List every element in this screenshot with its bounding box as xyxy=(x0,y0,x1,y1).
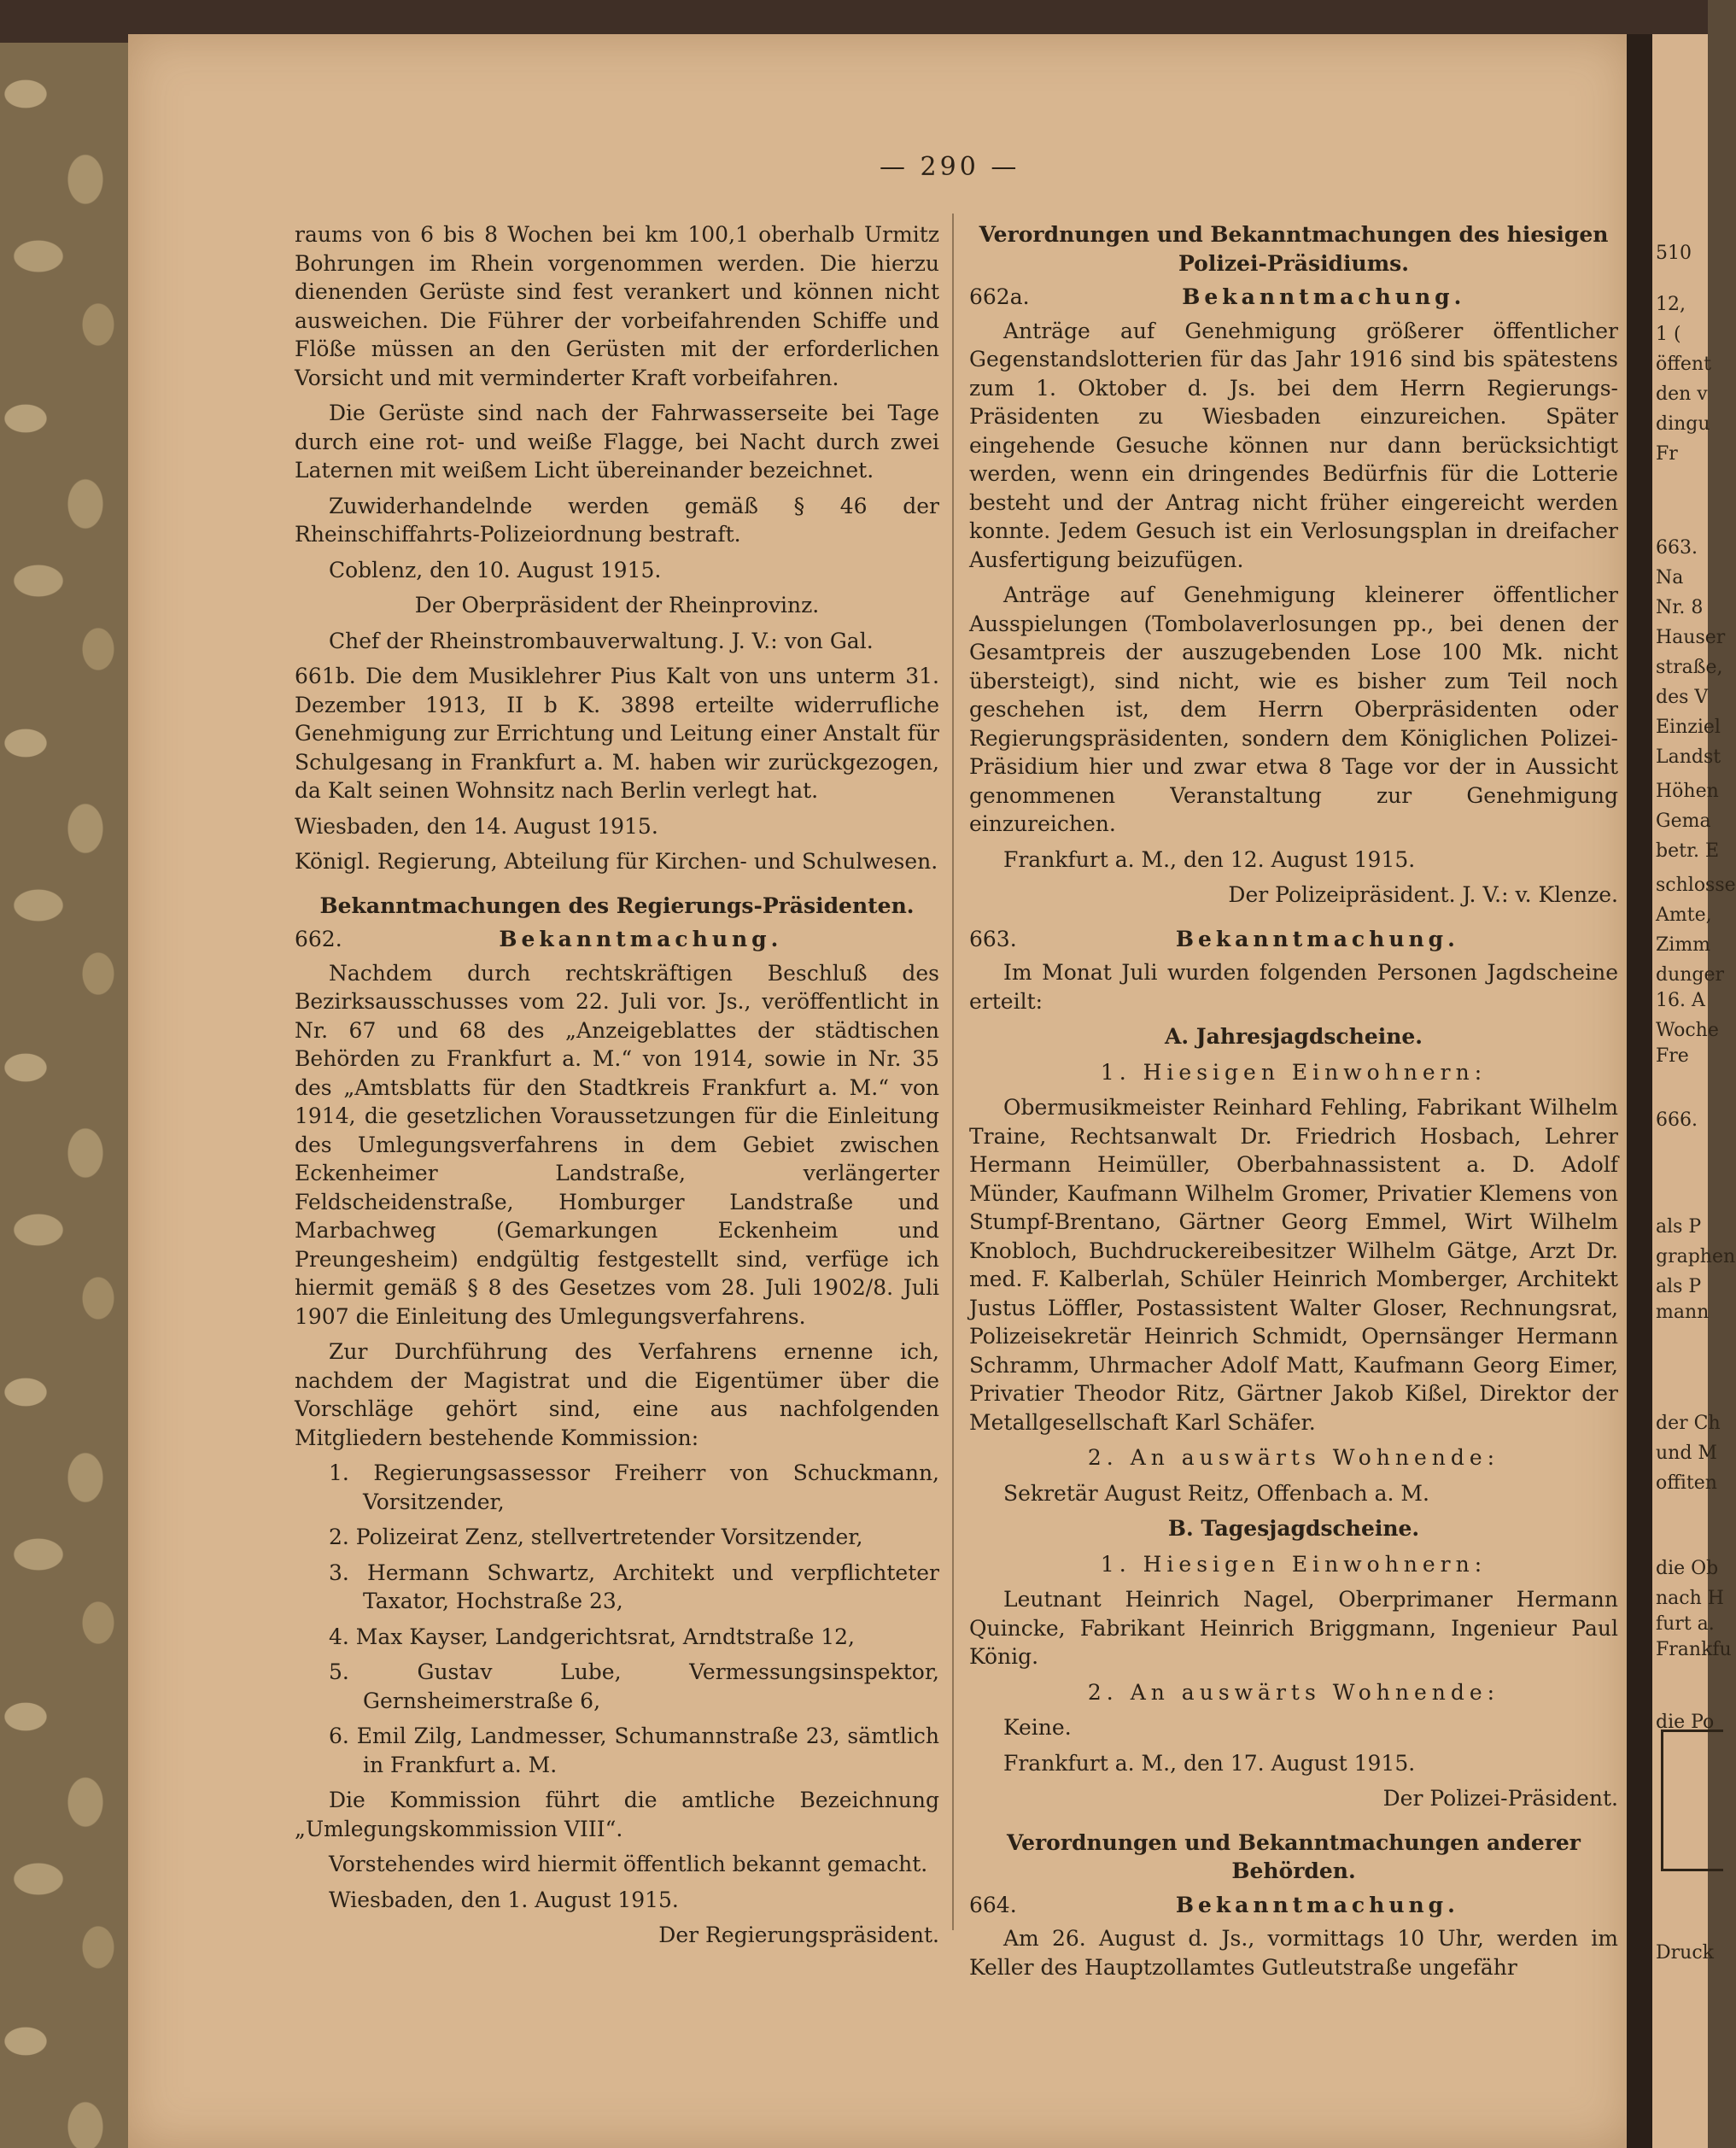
next-page-fragment: die Ob xyxy=(1656,1558,1719,1579)
next-page-fragment: 16. A xyxy=(1656,990,1705,1011)
next-page-fragment: Fr xyxy=(1656,443,1678,465)
list-item: 4. Max Kayser, Landgerichtsrat, Arndtstraße 12, xyxy=(329,1624,855,1649)
paragraph: Vorstehendes wird hiermit öffentlich bekannt gemacht. xyxy=(329,1852,928,1876)
paragraph: Sekretär August Reitz, Offenbach a. M. xyxy=(1003,1480,1429,1506)
signature: Der Regierungspräsident. xyxy=(658,1923,939,1947)
notice-title: Bekanntmachung. xyxy=(1175,926,1459,951)
notice-title: Bekanntmachung. xyxy=(499,927,783,951)
next-page-fragment: 666. xyxy=(1656,1109,1698,1131)
date-line: Frankfurt a. M., den 12. August 1915. xyxy=(1003,846,1416,872)
next-page-fragment: Gema xyxy=(1656,811,1711,832)
name-list: Leutnant Heinrich Nagel, Oberprimaner Hermann Quincke, Fabrikant Heinrich Briggmann, Ingenieur Paul König. xyxy=(969,1587,1618,1669)
next-page-fragment: Nr. 8 xyxy=(1656,597,1704,618)
next-page-fragment: als P xyxy=(1656,1276,1702,1297)
notice-number: 662a. xyxy=(969,284,1030,309)
notice-number: 663. xyxy=(969,926,1017,951)
list-item: 3. Hermann Schwartz, Architekt und verpflichteter Taxator, Hochstraße 23, xyxy=(329,1560,939,1613)
next-page-fragment: die Po xyxy=(1656,1712,1715,1733)
next-page-fragment: Frankfu xyxy=(1656,1639,1732,1660)
next-page-fragment: Woche xyxy=(1656,1020,1719,1041)
date-line: Wiesbaden, den 1. August 1915. xyxy=(329,1887,679,1912)
subheading: A. Jahresjagdscheine. xyxy=(1164,1024,1423,1049)
next-page-fragment: straße, xyxy=(1656,657,1723,678)
signature: Der Polizeipräsident. J. V.: v. Klenze. xyxy=(1228,882,1618,907)
column-divider xyxy=(952,214,954,1930)
next-page-fragment: Fre xyxy=(1656,1045,1689,1067)
paragraph: Keine. xyxy=(1003,1715,1072,1740)
left-column xyxy=(295,220,939,1957)
next-page-fragment: Landst xyxy=(1656,746,1721,768)
notice-header xyxy=(969,283,1618,312)
next-page-fragment: furt a. xyxy=(1656,1613,1715,1635)
list-item: 5. Gustav Lube, Vermessungsinspektor, Gernsheimerstraße 6, xyxy=(329,1659,939,1713)
notice-title: Bekanntmachung. xyxy=(1175,1892,1459,1917)
paragraph: raums von 6 bis 8 Wochen bei km 100,1 oberhalb Urmitz Bohrungen im Rhein vorgenommen werden. Die hierzu dienenden Gerüste sind fest verankert und können nicht ausweichen. Die Führer der vorbeifahrenden Schiffe und Flöße müssen an den Gerüsten mit der erforderlichen Vorsicht und mit verminderter Kraft vorbeifahren. xyxy=(295,222,939,390)
list-item: 6. Emil Zilg, Landmesser, Schumannstraße 23, sämtlich in Frankfurt a. M. xyxy=(329,1724,939,1777)
signature: Chef der Rheinstrombauverwaltung. J. V.: von Gal. xyxy=(329,628,874,653)
next-page-fragment: des V xyxy=(1656,687,1709,708)
next-page-fragment: mann xyxy=(1656,1302,1710,1323)
subheading: 1. Hiesigen Einwohnern: xyxy=(1100,1059,1488,1085)
paragraph: Anträge auf Genehmigung kleinerer öffentlicher Ausspielungen (Tombolaverlosungen pp., bei denen der Gesamtpreis der auszugebenden Lose 100 Mk. nicht übersteigt), sind nicht, wie es bisher zum Teil noch geschehen ist, dem Herrn Oberpräsidenten oder Regierungspräsidenten, sondern dem Königlichen Polizei-Präsidium hier und zwar etwa 8 Tage vor der in Aussicht genommenen Veranstaltung zur Genehmigung einzureichen. xyxy=(969,582,1618,836)
paragraph: Die Kommission führt die amtliche Bezeichnung „Umlegungskommission VIII“. xyxy=(295,1788,939,1841)
section-heading: Verordnungen und Bekanntmachungen des hiesigen Polizei-Präsidiums. xyxy=(979,222,1609,276)
next-page-fragment: Amte, xyxy=(1656,904,1712,926)
section-heading: Bekanntmachungen des Regierungs-Präsidenten. xyxy=(319,893,915,918)
next-page-fragment: der Ch xyxy=(1656,1413,1721,1434)
next-page-fragment: 1 ( xyxy=(1656,324,1681,345)
right-column xyxy=(969,220,1618,1988)
next-page-fragment: 12, xyxy=(1656,294,1686,315)
commission-list xyxy=(295,1459,939,1779)
date-line: Coblenz, den 10. August 1915. xyxy=(329,557,662,582)
next-page-fragment: als P xyxy=(1656,1216,1702,1238)
next-page-fragment: Zimm xyxy=(1656,934,1711,956)
paragraph: Am 26. August d. Js., vormittags 10 Uhr, werden im Keller des Hauptzollamtes Gutleutstraße ungefähr xyxy=(969,1926,1618,1980)
next-page-fragment: den v xyxy=(1656,383,1708,405)
next-page-fragment: dingu xyxy=(1656,413,1710,435)
notice-number: 662. xyxy=(295,927,342,951)
notice-header xyxy=(969,925,1618,954)
next-page-fragment: 510 xyxy=(1656,243,1692,264)
next-page-fragment: offiten xyxy=(1656,1472,1717,1494)
list-item: 2. Polizeirat Zenz, stellvertretender Vorsitzender, xyxy=(329,1525,863,1549)
next-page-fragment: 663. xyxy=(1656,537,1698,559)
notice-title: Bekanntmachung. xyxy=(1182,284,1466,309)
next-page-fragment: Hauser xyxy=(1656,627,1726,648)
subheading: 2. An auswärts Wohnende: xyxy=(1087,1679,1500,1705)
signature: Der Oberpräsident der Rheinprovinz. xyxy=(414,593,820,617)
date-line: Wiesbaden, den 14. August 1915. xyxy=(295,813,658,839)
paragraph: Im Monat Juli wurden folgenden Personen Jagdscheine erteilt: xyxy=(969,960,1618,1014)
next-page-fragment: öffent xyxy=(1656,354,1711,375)
next-page-fragment: nach H xyxy=(1656,1588,1724,1609)
subheading: 1. Hiesigen Einwohnern: xyxy=(1100,1551,1488,1577)
paragraph: Die Gerüste sind nach der Fahrwasserseite bei Tage durch eine rot- und weiße Flagge, bei Nacht durch zwei Laternen mit weißem Licht übereinander bezeichnet. xyxy=(295,401,939,483)
date-line: Frankfurt a. M., den 17. August 1915. xyxy=(1003,1750,1416,1776)
next-page-fragment: dunger xyxy=(1656,964,1725,986)
paragraph: Nachdem durch rechtskräftigen Beschluß des Bezirksausschusses vom 22. Juli vor. Js., veröffentlicht in Nr. 67 und 68 des „Anzeigeblattes der städtischen Behörden zu Frankfurt a. M.“ von 1914, sowie in Nr. 35 des „Amtsblatts für den Stadtkreis Frankfurt a. M.“ von 1914, die gesetzlichen Voraussetzungen für die Einleitung des Umlegungsverfahrens in dem Gebiet zwischen Eckenheimer Landstraße, verlängerter Feldscheidenstraße, Homburger Landstraße und Marbachweg (Gemarkungen Eckenheim und Preungesheim) endgültig festgestellt sind, verfüge ich hiermit gemäß § 8 des Gesetzes vom 28. Juli 1902/8. Juli 1907 die Einleitung des Umlegungsverfahrens. xyxy=(295,960,939,1329)
paragraph: Zur Durchführung des Verfahrens ernenne ich, nachdem der Magistrat und die Eigentümer über die Vorschläge gehört sind, eine aus nachfolgenden Mitgliedern bestehende Kommission: xyxy=(295,1339,939,1450)
section-heading: Verordnungen und Bekanntmachungen anderer Behörden. xyxy=(1007,1829,1581,1883)
notice-header xyxy=(969,1891,1618,1920)
page-number: — 290 — xyxy=(880,152,1020,182)
next-page-fragment: schlosse xyxy=(1656,875,1736,896)
next-page-fragment: Einziel xyxy=(1656,717,1721,738)
paragraph: Anträge auf Genehmigung größerer öffentlicher Gegenstandslotterien für das Jahr 1916 sind bis spätestens zum 1. Oktober d. Js. bei dem Herrn Regierungs-Präsidenten zu Wiesbaden einzureichen. Später eingehende Gesuche können nur dann berücksichtigt werden, wenn ein dringendes Bedürfnis für die Lotterie besteht und der Antrag nicht früher eingereicht werden konnte. Jedem Gesuch ist ein Verlosungsplan in dreifacher Ausfertigung beizufügen. xyxy=(969,318,1618,572)
book-gutter xyxy=(1627,34,1652,2148)
name-list: Obermusikmeister Reinhard Fehling, Fabrikant Wilhelm Traine, Rechtsanwalt Dr. Friedrich Hosbach, Lehrer Hermann Heimüller, Oberbahnassistent a. D. Adolf Münder, Kaufmann Wilhelm Gromer, Privatier Klemens von Stumpf-Brentano, Gärtner Georg Emmel, Wirt Wilhelm Knobloch, Buchdruckereibesitzer Wilhelm Gätge, Arzt Dr. med. F. Kalberlah, Schüler Heinrich Momberger, Architekt Justus Löffler, Postassistent Walter Gloser, Rechnungsrat, Polizeisekretär Heinrich Schmidt, Opernsänger Hermann Schramm, Uhrmacher Adolf Matt, Kaufmann Georg Eimer, Privatier Theodor Ritz, Gärtner Jakob Kißel, Direktor der Metallgesellschaft Karl Schäfer. xyxy=(969,1095,1618,1435)
subheading: 2. An auswärts Wohnende: xyxy=(1087,1445,1500,1470)
notice-header xyxy=(295,925,939,954)
paragraph: Zuwiderhandelnde werden gemäß § 46 der Rheinschiffahrts-Polizeiordnung bestraft. xyxy=(295,493,939,547)
subheading: B. Tagesjagdscheine. xyxy=(1167,1516,1420,1541)
next-page-fragment: Druck xyxy=(1656,1942,1714,1964)
next-page-fragment: graphen xyxy=(1656,1246,1736,1267)
boxed-notice-edge xyxy=(1661,1730,1723,1871)
signature: Königl. Regierung, Abteilung für Kirchen- und Schulwesen. xyxy=(295,849,938,874)
marbled-cover xyxy=(0,43,128,2148)
next-page-fragment: und M xyxy=(1656,1443,1717,1464)
list-item: 1. Regierungsassessor Freiherr von Schuckmann, Vorsitzender, xyxy=(329,1460,939,1514)
next-page-fragment: betr. E xyxy=(1656,840,1720,862)
notice-number: 664. xyxy=(969,1892,1017,1917)
next-page-fragment: Höhen xyxy=(1656,781,1719,802)
paragraph: 661b. Die dem Musiklehrer Pius Kalt von uns unterm 31. Dezember 1913, II b K. 3898 erteilte widerrufliche Genehmigung zur Errichtung und Leitung einer Anstalt für Schulgesang in Frankfurt a. M. haben wir zurückgezogen, da Kalt seinen Wohnsitz nach Berlin verlegt hat. xyxy=(295,664,939,803)
adjacent-page-edge xyxy=(1652,34,1736,2148)
next-page-fragment: Na xyxy=(1656,567,1684,588)
signature: Der Polizei-Präsident. xyxy=(1382,1786,1618,1811)
